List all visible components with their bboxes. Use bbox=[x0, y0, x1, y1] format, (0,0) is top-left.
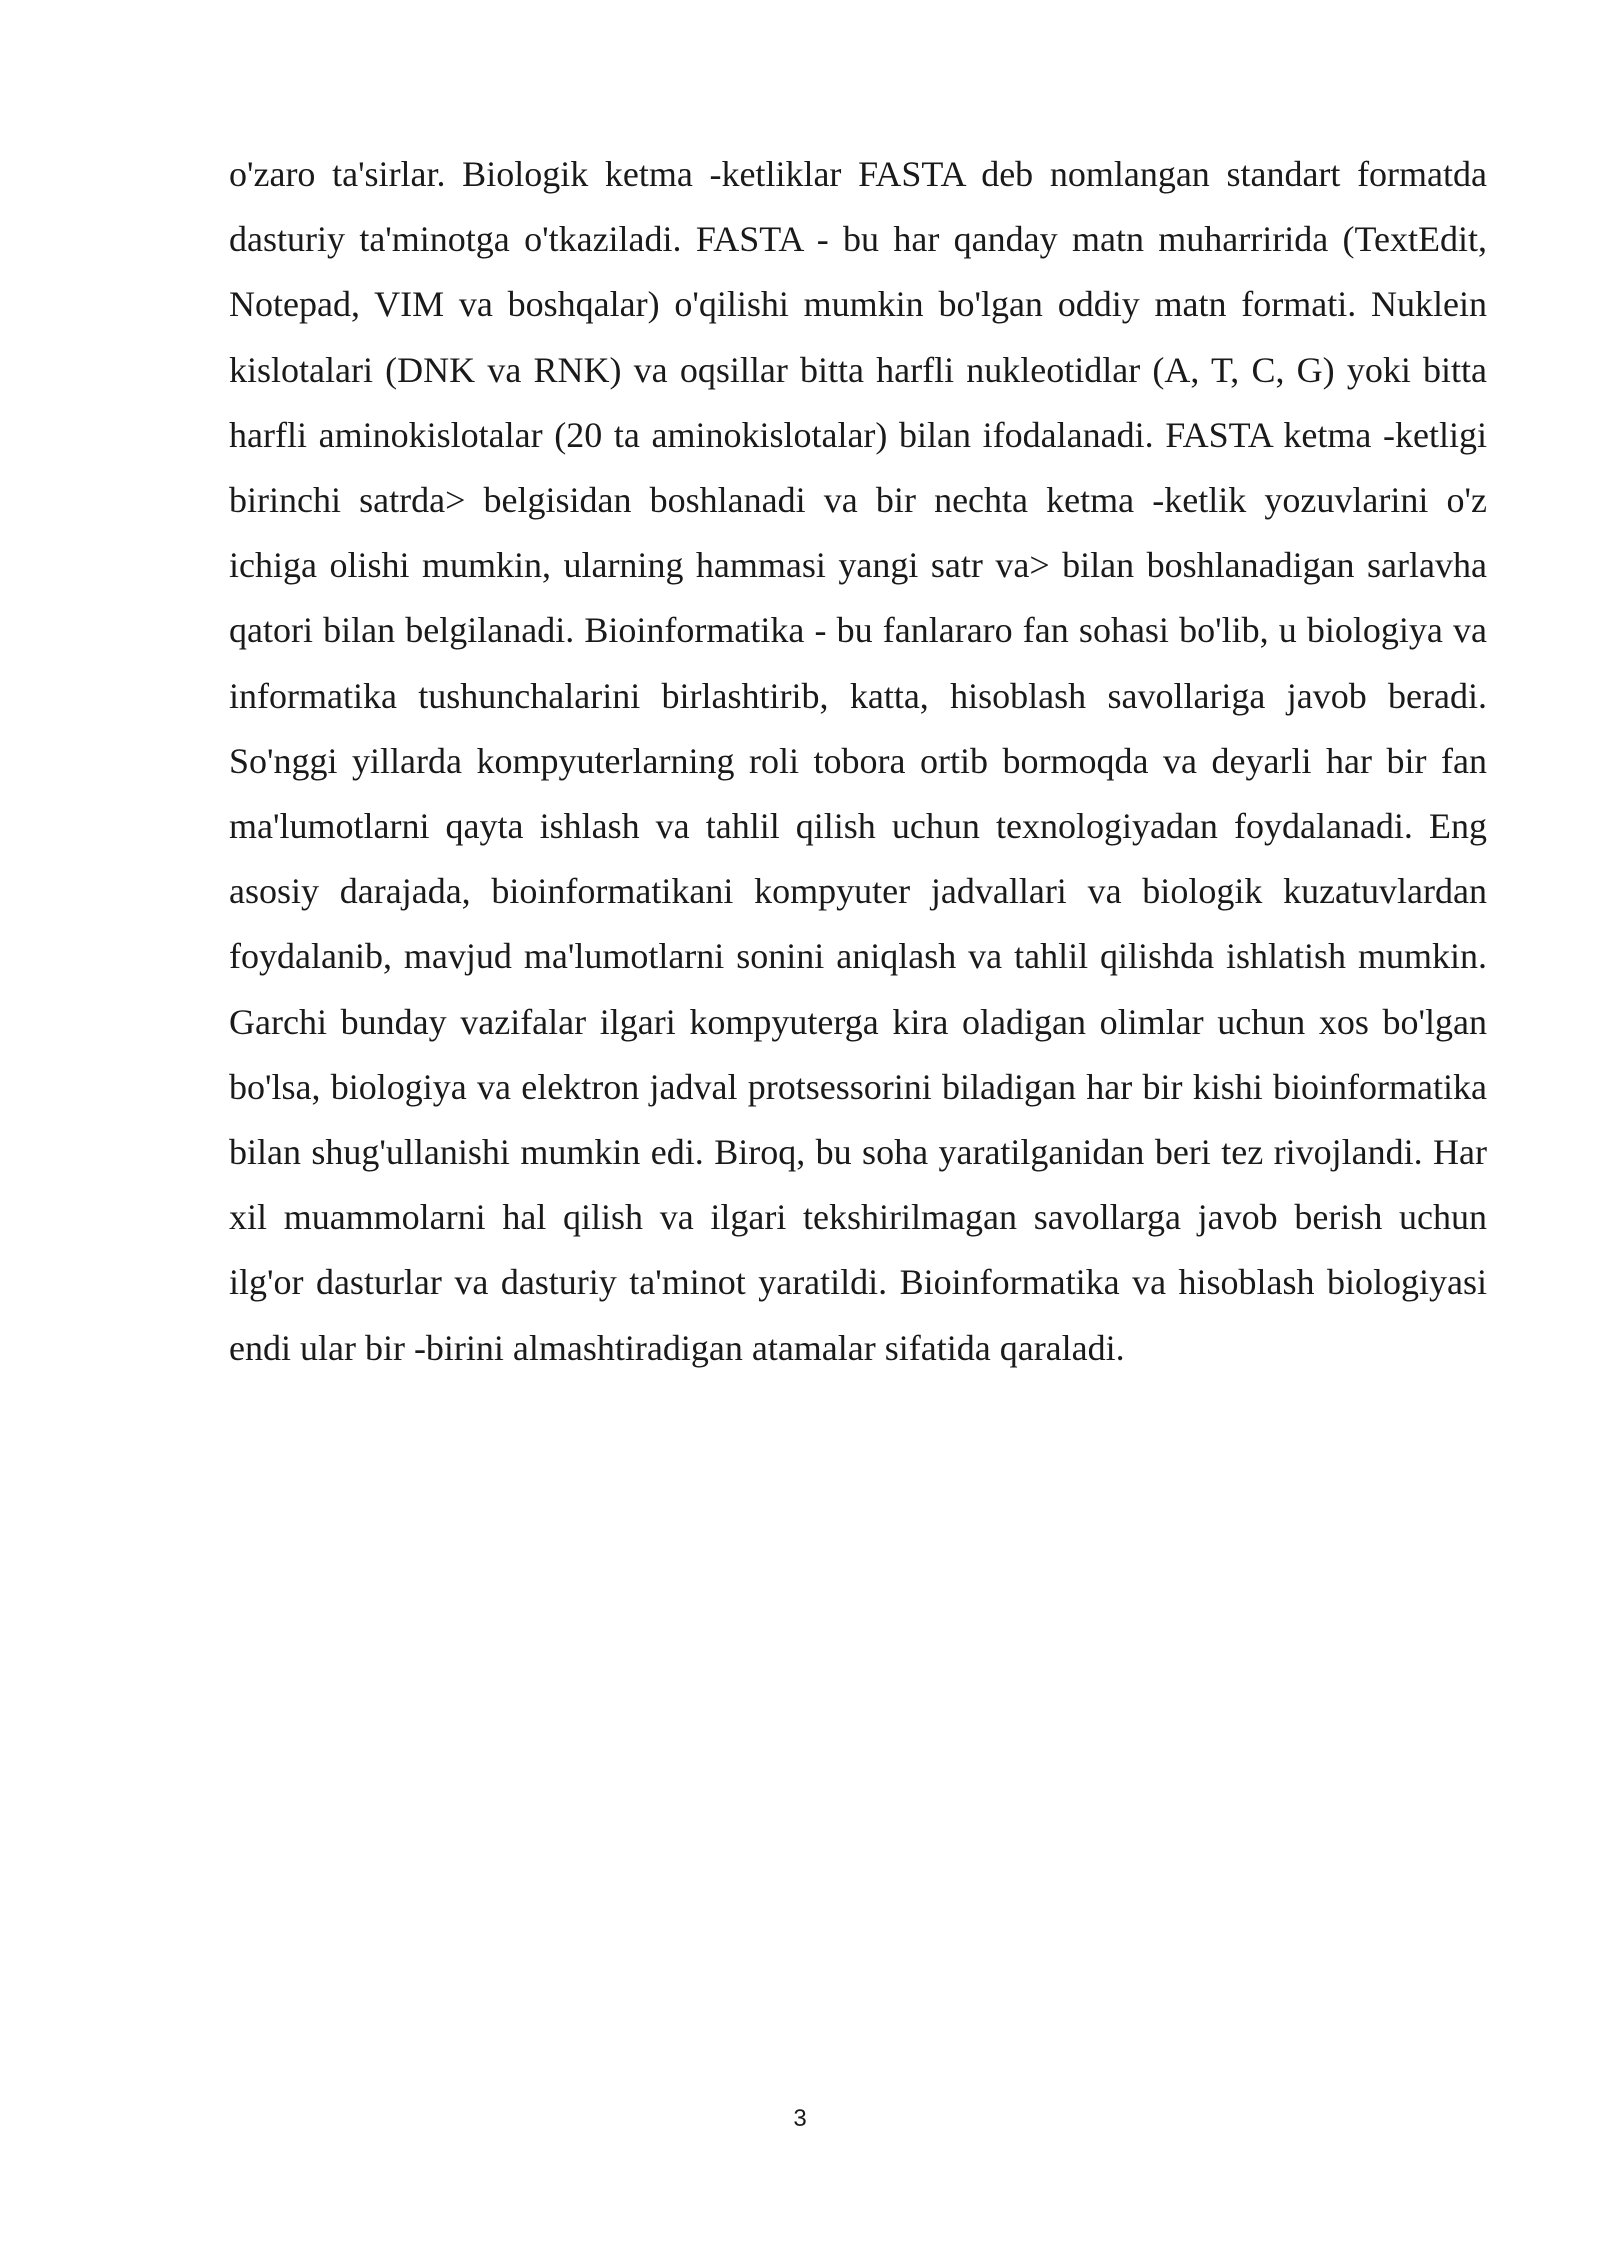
body-paragraph: o'zaro ta'sirlar. Biologik ketma -ketliklar FASTA deb nomlangan standart formatda dasturiy ta'minotga o'tkaziladi. FASTA - bu har qanday matn muharririda (TextEdit, Notepad, VIM va boshqalar) o'qilishi mumkin bo'lgan oddiy matn formati. Nuklein kislotalari (DNK va RNK) va oqsillar bitta harfli nukleotidlar (A, T, C, G) yoki bitta harfli aminokislotalar (20 ta aminokislotalar) bilan ifodalanadi. FASTA ketma -ketligi birinchi satrda> belgisidan boshlanadi va bir nechta ketma -ketlik yozuvlarini o'z ichiga olishi mumkin, ularning hammasi yangi satr va> bilan boshlanadigan sarlavha qatori bilan belgilanadi. Bioinformatika - bu fanlararo fan sohasi bo'lib, u biologiya va informatika tushunchalarini birlashtirib, katta, hisoblash savollariga javob beradi. So'nggi yillarda kompyuterlarning roli tobora ortib bormoqda va deyarli har bir fan ma'lumotlarni qayta ishlash va tahlil qilish uchun texnologiyadan foydalanadi. Eng asosiy darajada, bioinformatikani kompyuter jadvallari va biologik kuzatuvlardan foydalanib, mavjud ma'lumotlarni sonini aniqlash va tahlil qilishda ishlatish mumkin. Garchi bunday vazifalar ilgari kompyuterga kira oladigan olimlar uchun xos bo'lgan bo'lsa, biologiya va elektron jadval protsessorini biladigan har bir kishi bioinformatika bilan shug'ullanishi mumkin edi. Biroq, bu soha yaratilganidan beri tez rivojlandi. Har xil muammolarni hal qilish va ilgari tekshirilmagan savollarga javob berish uchun ilg'or dasturlar va dasturiy ta'minot yaratildi. Bioinformatika va hisoblash biologiyasi endi ular bir -birini almashtiradigan atamalar sifatida qaraladi. bbox=[229, 154, 1487, 1368]
page-number: 3 bbox=[793, 2105, 807, 2132]
